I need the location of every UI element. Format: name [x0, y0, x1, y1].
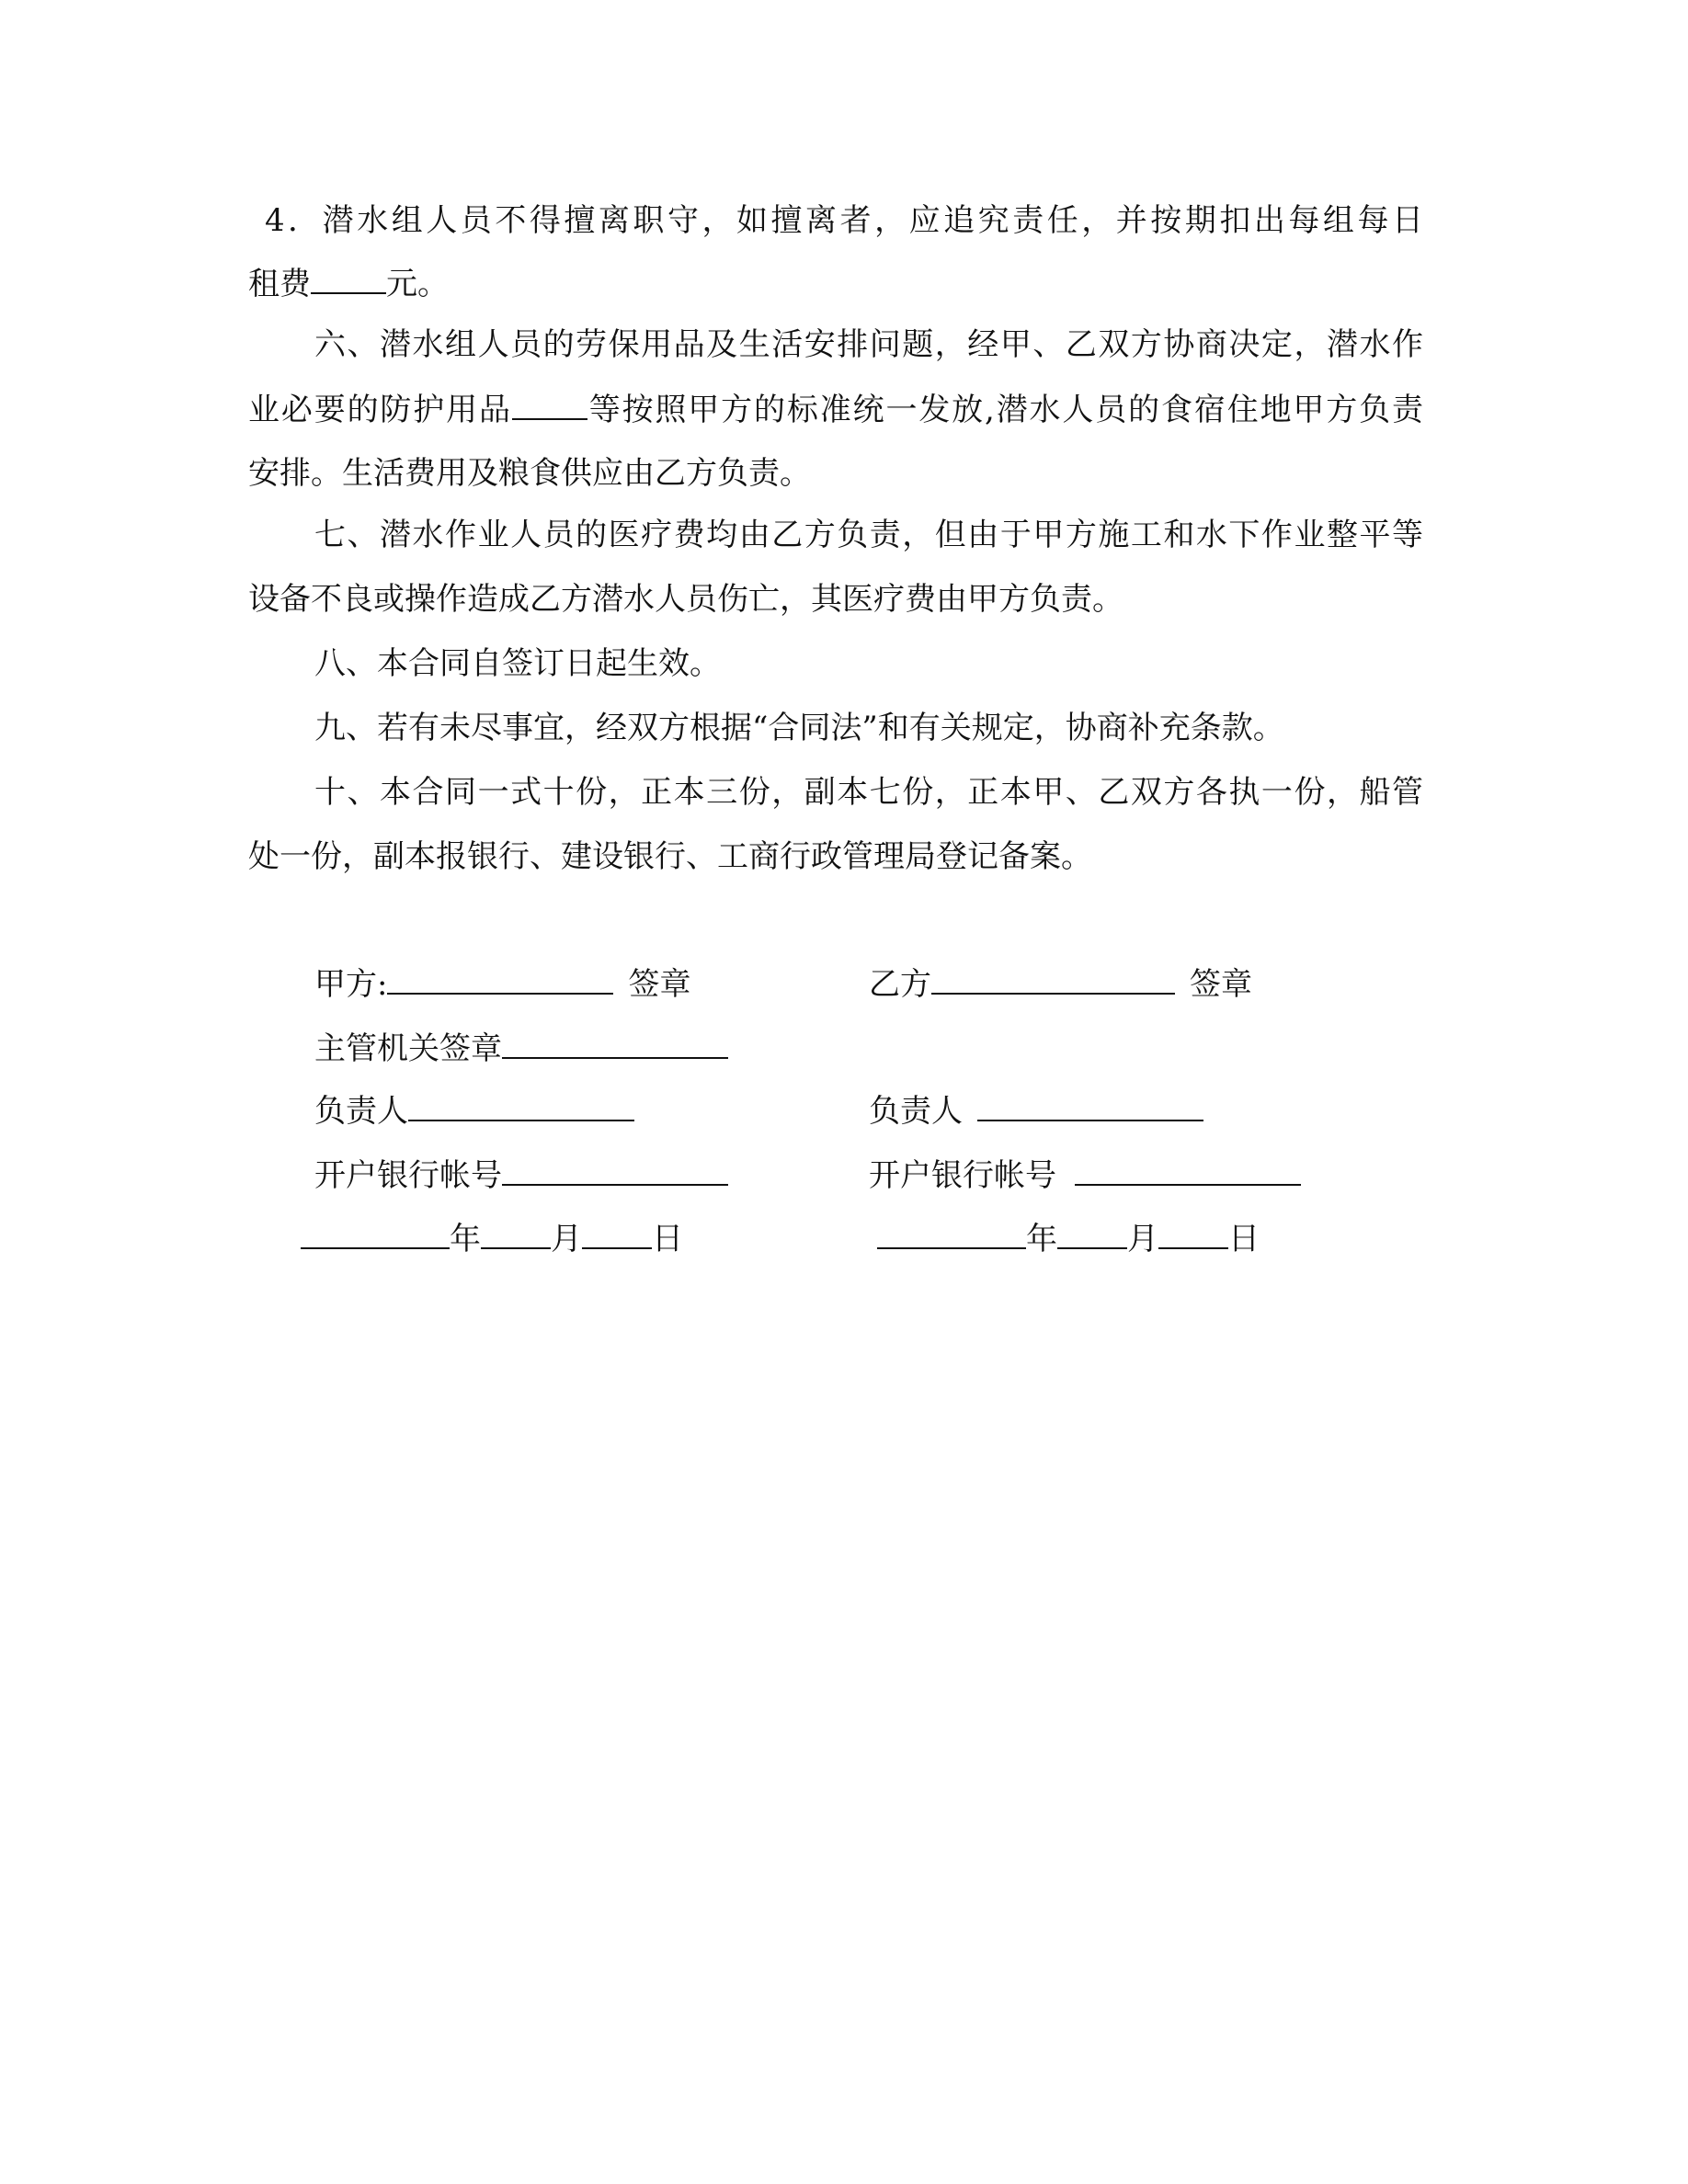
clause-9: 九、若有未尽事宜，经双方根据“合同法”和有关规定，协商补充条款。 — [314, 710, 1284, 746]
label: 年 — [450, 1221, 481, 1257]
day-field[interactable] — [1158, 1220, 1228, 1249]
label: 月 — [551, 1221, 582, 1257]
label: 签章 — [628, 966, 691, 1003]
clause-8: 八、本合同自签订日起生效。 — [314, 645, 721, 682]
party-b-bank-account — [869, 1156, 1301, 1194]
day-field[interactable] — [582, 1220, 652, 1249]
clause-6-line3: 安排。生活费用及粮食供应由乙方负责。 — [248, 455, 811, 492]
year-field[interactable] — [301, 1220, 450, 1249]
party-a-responsible — [314, 1092, 634, 1130]
label: 月 — [1127, 1221, 1158, 1257]
party-b-responsible-field[interactable] — [977, 1092, 1203, 1121]
text: 租费 — [248, 266, 311, 302]
label: 主管机关签章 — [314, 1030, 502, 1067]
label: 负责人 — [869, 1093, 963, 1130]
label: 开户银行帐号 — [314, 1157, 502, 1194]
party-a-responsible-field[interactable] — [408, 1092, 634, 1121]
clause-4-line2 — [248, 265, 449, 302]
text: 业必要的防护用品 — [248, 392, 512, 428]
party-b-bank-account-field[interactable] — [1075, 1156, 1301, 1186]
party-a-bank-account-field[interactable] — [502, 1156, 728, 1186]
party-a-field[interactable] — [387, 965, 613, 995]
label: 开户银行帐号 — [869, 1157, 1056, 1194]
label: 日 — [652, 1221, 683, 1257]
fill-blank-rent[interactable] — [311, 265, 386, 294]
party-a-signature — [314, 965, 690, 1003]
clause-6-line2 — [248, 391, 1423, 428]
clause-7-line1: 七、潜水作业人员的医疗费均由乙方负责，但由于甲方施工和水下作业整平等 — [314, 517, 1423, 553]
label: 年 — [1026, 1221, 1057, 1257]
authority-seal — [314, 1029, 728, 1067]
label: 甲方: — [314, 966, 388, 1003]
label: 签章 — [1190, 966, 1252, 1003]
label: 日 — [1228, 1221, 1260, 1257]
month-field[interactable] — [1057, 1220, 1127, 1249]
party-b-field[interactable] — [931, 965, 1175, 995]
clause-4-line1: 4．潜水组人员不得擅离职守，如擅离者，应追究责任，并按期扣出每组每日 — [265, 202, 1423, 239]
authority-seal-field[interactable] — [502, 1029, 728, 1059]
clause-10-line1: 十、本合同一式十份，正本三份，副本七份，正本甲、乙双方各执一份，船管 — [314, 774, 1423, 811]
label: 乙方 — [869, 966, 931, 1003]
clause-7-line2: 设备不良或操作造成乙方潜水人员伤亡，其医疗费由甲方负责。 — [248, 581, 1123, 618]
clause-10-line2: 处一份，副本报银行、建设银行、工商行政管理局登记备案。 — [248, 838, 1092, 875]
party-b-responsible — [869, 1092, 1203, 1130]
clause-6-line1: 六、潜水组人员的劳保用品及生活安排问题，经甲、乙双方协商决定，潜水作 — [314, 326, 1423, 363]
party-a-date — [301, 1220, 683, 1257]
party-a-bank-account — [314, 1156, 728, 1194]
text: 元。 — [386, 266, 449, 302]
party-b-signature — [869, 965, 1252, 1003]
fill-blank-protective-gear[interactable] — [512, 391, 587, 420]
label: 负责人 — [314, 1093, 408, 1130]
year-field[interactable] — [877, 1220, 1026, 1249]
text: 等按照甲方的标准统一发放,潜水人员的食宿住地甲方负责 — [587, 392, 1424, 428]
party-b-date — [877, 1220, 1260, 1257]
month-field[interactable] — [481, 1220, 551, 1249]
